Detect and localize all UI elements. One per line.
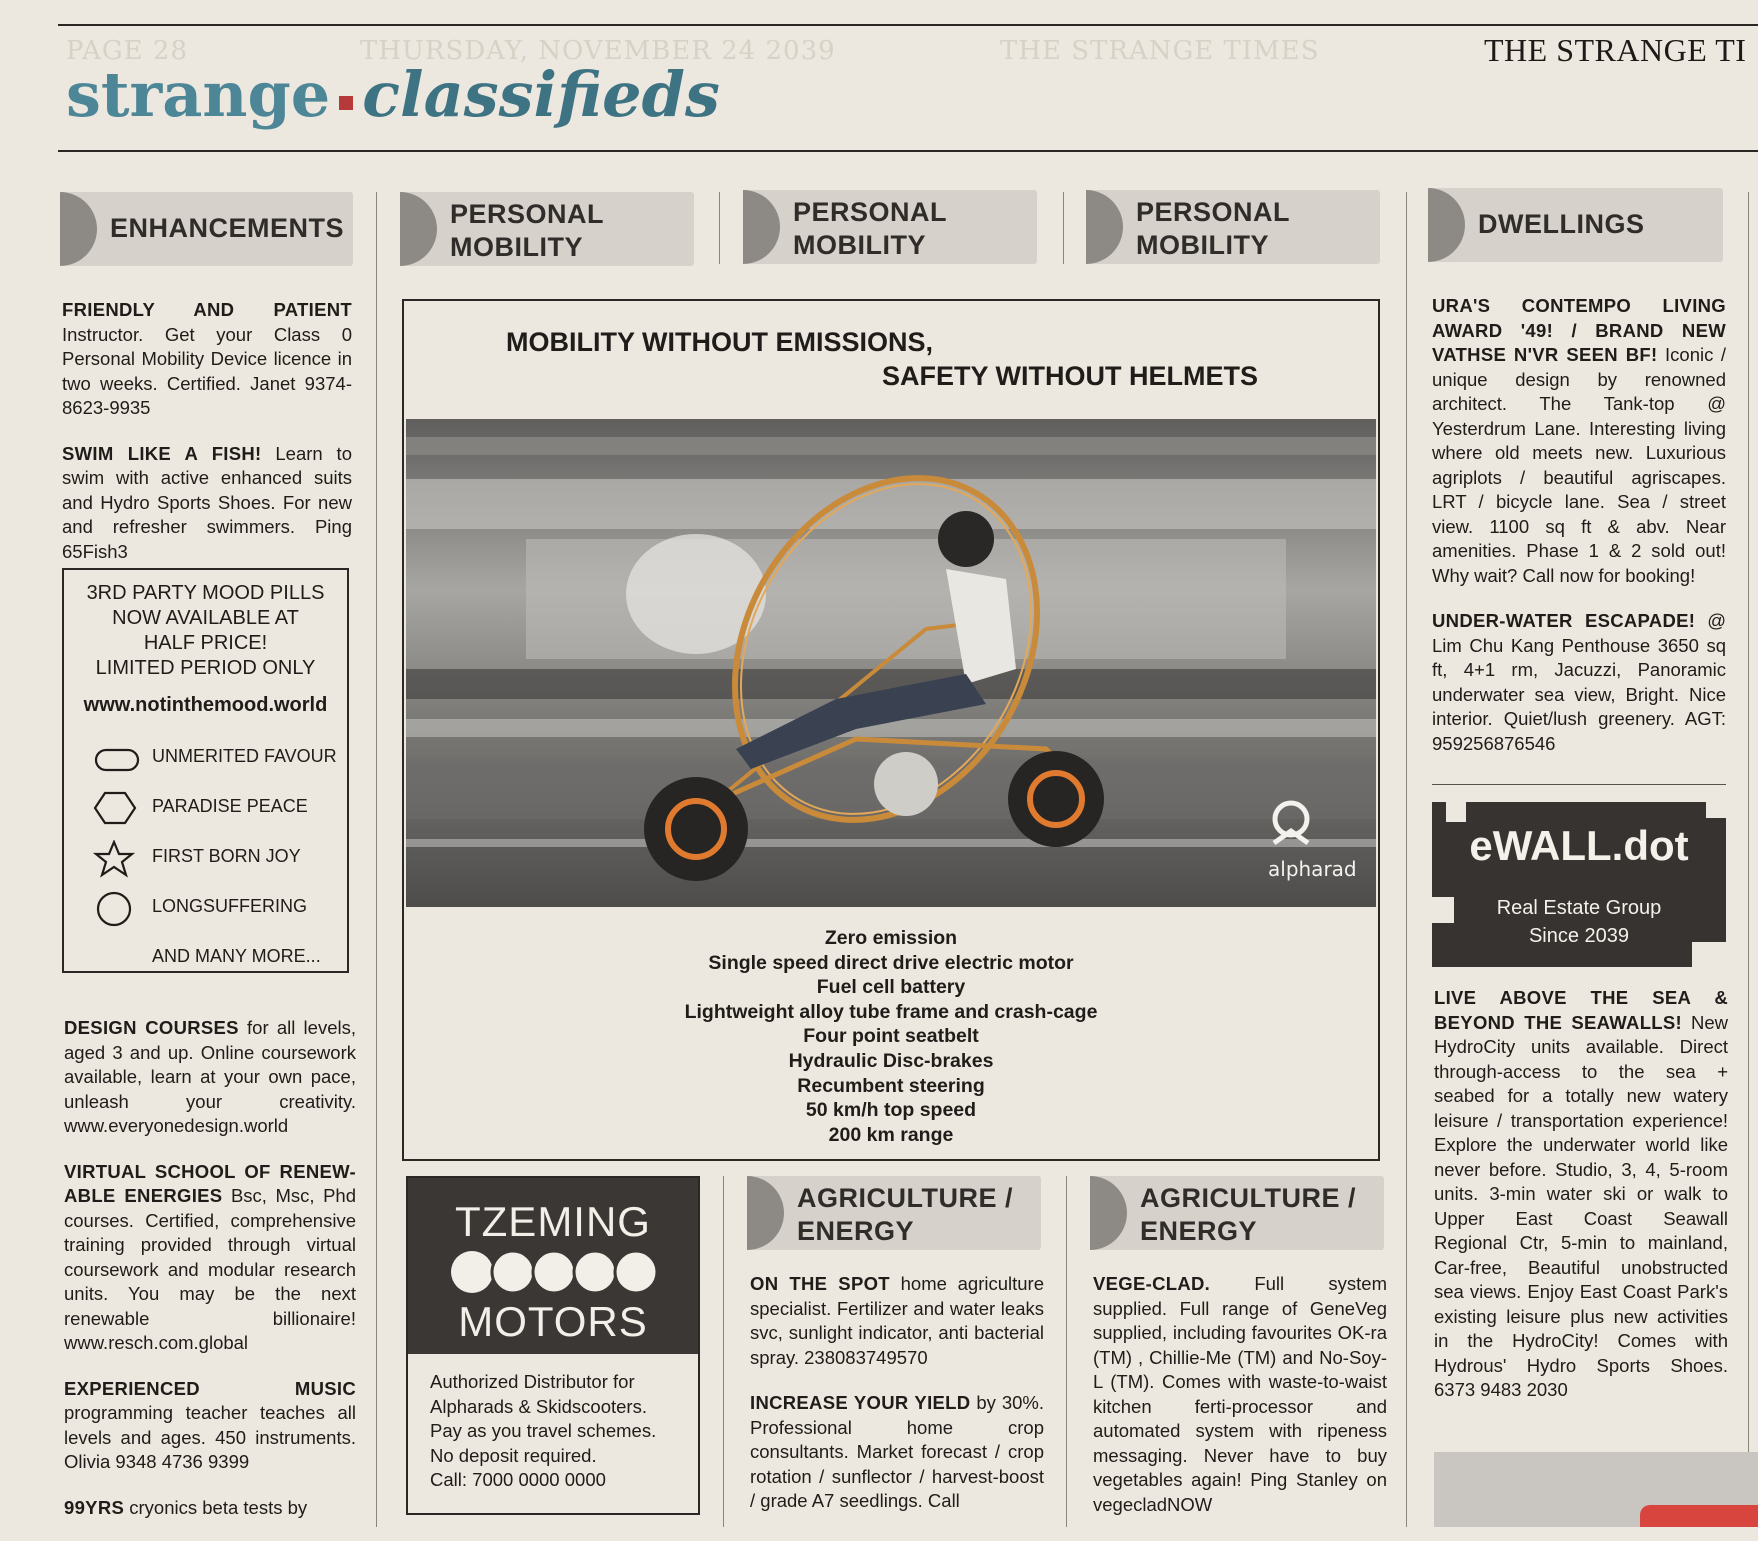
ad-lead: VIRTUAL SCHOOL OF RENEW-ABLE ENERGIES — [64, 1160, 356, 1206]
vehicle-photo — [406, 419, 1376, 907]
header-enhancements — [60, 192, 353, 266]
section-logo — [66, 58, 720, 131]
mood-item-label: PARADISE PEACE — [152, 796, 308, 816]
circle-icon — [92, 890, 142, 928]
classified-ad — [64, 1016, 356, 1139]
ad-body: programming teacher teaches all levels and ages. 450 instruments. Olivia 9348 4736 9399 — [64, 1402, 356, 1472]
column-divider — [1063, 192, 1064, 264]
header-label — [793, 196, 947, 262]
ad-lead: INCREASE YOUR YIELD — [750, 1392, 971, 1413]
column-divider — [1748, 192, 1749, 1527]
mood-item — [92, 790, 342, 826]
ad-body: Iconic / unique design by renowned architect. The Tank-top @ Yesterdrum Lane. Interesting living where old meets new. Luxurious agriplots / beautiful agriscapes. LRT / bicycle lane. Sea / street view. 1100 sq ft & abv. Near amenities. Phase 1 & 2 sold out! Why wait? Call now for booking! — [1432, 344, 1726, 586]
hexagon-icon — [92, 790, 142, 826]
newspaper-name: THE STRANGE TI — [1484, 32, 1747, 68]
feature-item: Four point seatbelt — [803, 1025, 979, 1048]
divider-line — [1432, 784, 1726, 785]
feature-item: Lightweight alloy tube frame and crash-cage — [684, 1000, 1098, 1023]
mood-heading-line: 3RD PARTY MOOD PILLS — [86, 582, 325, 604]
ad-body: Learn to swim with active enhanced suits and Hydro Sports Shoes. For new and refresher swimmers. Ping 65Fish3 — [62, 442, 352, 562]
header-label — [797, 1182, 1013, 1248]
ad-body: by 30%. Professional home crop consultants. Market forecast / crop rotation / sunflector / harvest-boost / grade A7 seedlings. Call — [750, 1392, 1044, 1511]
ad-body: Instructor. Get your Class 0 Personal Mobility Device licence in two weeks. Certified. Janet 9374-8623-9935 — [62, 323, 352, 418]
ewall-notch — [1706, 802, 1726, 818]
ad-lead: SWIM LIKE A FISH! — [62, 442, 262, 464]
column-agriculture-1 — [750, 1272, 1044, 1535]
classified-ad — [1093, 1272, 1387, 1517]
classified-ad — [750, 1272, 1044, 1370]
red-tab-shape — [1640, 1505, 1758, 1527]
mood-item-label: FIRST BORN JOY — [152, 846, 301, 866]
tzeming-body — [430, 1370, 690, 1493]
header-line-2: MOBILITY — [450, 232, 583, 262]
classified-ad — [62, 298, 352, 421]
header-label: ENHANCEMENTS — [110, 213, 345, 243]
ad-lead: LIVE ABOVE THE SEA & BEYOND THE SEAWALLS! — [1434, 987, 1728, 1033]
classified-ad — [1432, 294, 1726, 588]
mood-item — [92, 940, 342, 976]
ad-lead: FRIENDLY AND PATIENT — [62, 299, 352, 320]
half-circle-icon — [1086, 190, 1123, 264]
header-personal-mobility-3 — [1086, 190, 1380, 264]
classified-ad — [64, 1160, 356, 1356]
header-line-2: ENERGY — [1140, 1216, 1258, 1246]
classified-ad — [750, 1391, 1044, 1514]
date-label: THURSDAY, NOVEMBER 24 2039 — [360, 36, 836, 66]
ad-body: Bsc, Msc, Phd courses. Certified, comprehensive training provided through virtual coursework and modular research units. You may be the next renewable billionaire! www.resch.com.global — [64, 1185, 356, 1353]
column-divider — [1406, 192, 1407, 1527]
mood-item — [92, 740, 342, 776]
tzeming-logo-block — [408, 1178, 698, 1354]
mood-heading-line: HALF PRICE! — [143, 632, 268, 654]
tzeming-motors-ad — [406, 1176, 700, 1515]
header-line-2: ENERGY — [797, 1216, 915, 1246]
top-rule — [58, 24, 1758, 26]
half-circle-icon — [743, 190, 780, 264]
mood-item-label: UNMERITED FAVOUR — [152, 746, 337, 766]
header-personal-mobility-1 — [400, 192, 694, 266]
header-line-1: PERSONAL — [450, 199, 605, 229]
feature-item: Fuel cell battery — [816, 976, 966, 999]
tzeming-line: Pay as you travel schemes. — [430, 1420, 657, 1442]
ad-lead: URA'S CONTEMPO LIVING AWARD '49! / BRAND NEW VATHSE N'VR SEEN BF! — [1432, 295, 1726, 365]
ad-body: New HydroCity units available. Direct through-access to the sea + seabed for a totally new watery leisure / transportation experience! Explore the underwater world like never before. Studio, 3, 4, 5-room units. 3-min water ski or walk to Upper East Coast Seawall Regional Ctr, 5-min to mainland, Car-free, Beautiful unobstructed sea views. Enjoy East Coast Park's existing leisure plus new activities in the HydroCity! Comes with Hydrous' Hydro Sports Shoes. 6373 9483 2030 — [1434, 1011, 1728, 1400]
mood-url: www.notinthemood.world — [83, 694, 328, 716]
header-dwellings — [1428, 188, 1723, 262]
half-circle-icon — [60, 192, 97, 266]
ewall-dot-ad — [1432, 802, 1726, 967]
ewall-notch — [1446, 802, 1466, 822]
ad-headline-1: MOBILITY WITHOUT EMISSIONS, — [506, 327, 934, 357]
ewall-subtitle-line: Real Estate Group — [1496, 897, 1662, 919]
tzeming-line: No deposit required. — [430, 1444, 597, 1466]
alpharad-ad — [402, 299, 1380, 1161]
mood-item — [92, 890, 342, 926]
header-line-1: AGRICULTURE / — [797, 1183, 1013, 1213]
header-line-1: PERSONAL — [1136, 197, 1291, 227]
classified-ad — [64, 1496, 356, 1521]
feature-item: Hydraulic Disc-brakes — [788, 1049, 994, 1072]
half-circle-icon — [747, 1176, 784, 1250]
tzeming-name-top: TZEMING — [455, 1198, 651, 1245]
masthead-rule — [58, 150, 1758, 152]
ad-body: @ Lim Chu Kang Penthouse 3650 sq ft, 4+1 rm, Jacuzzi, Panoramic underwater sea view, Bright. Nice interior. Quiet/lush greenery. AGT: 959256876546 — [1432, 610, 1726, 754]
section-logo-word2: classifieds — [362, 58, 720, 131]
mood-item-label: LONGSUFFERING — [152, 896, 308, 916]
mood-heading-line: NOW AVAILABLE AT — [112, 607, 299, 629]
paper-ghost-name: THE STRANGE TIMES — [1000, 36, 1320, 66]
ad-body: for all levels, aged 3 and up. Online coursework available, learn at your own pace, unleash your creativity. www.everyonedesign.world — [64, 1017, 356, 1136]
column-dwellings-top — [1432, 294, 1726, 777]
column-enhancements-bottom — [64, 1016, 356, 1541]
header-agriculture-energy-1 — [747, 1176, 1041, 1250]
column-divider — [723, 1176, 724, 1527]
classified-ad — [62, 442, 352, 565]
header-line-1: PERSONAL — [793, 197, 948, 227]
tzeming-line: Call: 7000 0000 0000 — [430, 1469, 606, 1491]
ewall-name: eWALL.dot — [1469, 822, 1689, 869]
header-label — [1140, 1182, 1356, 1248]
tzeming-line: Authorized Distributor for — [430, 1371, 635, 1392]
pill-icon — [92, 740, 142, 776]
ad-lead: 99YRS — [64, 1496, 125, 1518]
classified-ad — [1434, 986, 1728, 1403]
ad-lead: UNDER-WATER ESCAPADE! — [1432, 610, 1696, 631]
mood-item — [92, 840, 342, 876]
section-logo-word1: strange — [66, 58, 331, 131]
ad-body: home agriculture specialist. Fertilizer and water leaks svc, sunlight indicator, anti bacterial spray. 238083749570 — [750, 1273, 1045, 1368]
header-agriculture-energy-2 — [1090, 1176, 1384, 1250]
column-divider — [719, 192, 720, 264]
header-label: DWELLINGS — [1478, 209, 1645, 239]
page-label: PAGE 28 — [66, 36, 188, 66]
header-line-2: MOBILITY — [1136, 230, 1269, 260]
feature-list — [404, 926, 1378, 1147]
column-agriculture-2 — [1093, 1272, 1387, 1538]
mood-pills-ad — [62, 568, 349, 973]
column-dwellings-bottom — [1434, 986, 1728, 1424]
column-divider — [376, 192, 377, 1527]
ad-lead: DESIGN COURSES — [64, 1017, 239, 1038]
tzeming-name-bottom: MOTORS — [458, 1298, 648, 1345]
mood-item-label: AND MANY MORE... — [152, 946, 321, 966]
classified-ad — [64, 1377, 356, 1475]
ad-lead: VEGE-CLAD. — [1093, 1273, 1211, 1294]
mood-heading — [64, 581, 347, 681]
tzeming-line: Alpharads & Skidscooters. — [430, 1395, 647, 1417]
alpharad-brand-label: alpharad — [1268, 857, 1357, 881]
ad-lead: EXPERIENCED MUSIC — [64, 1377, 356, 1399]
feature-item: 50 km/h top speed — [805, 1099, 977, 1122]
header-line-2: MOBILITY — [793, 230, 926, 260]
ewall-subtitle-line: Since 2039 — [1528, 925, 1630, 947]
feature-item: Recumbent steering — [797, 1074, 985, 1097]
logo-square-icon — [339, 96, 353, 110]
header-line-1: AGRICULTURE / — [1140, 1183, 1356, 1213]
ewall-subtitle — [1432, 894, 1726, 950]
five-rings-icon — [448, 1248, 662, 1296]
feature-item: 200 km range — [828, 1123, 954, 1146]
mood-heading-line: LIMITED PERIOD ONLY — [95, 657, 316, 679]
header-label — [1136, 196, 1290, 262]
feature-item: Zero emission — [824, 927, 958, 949]
half-circle-icon — [1090, 1176, 1127, 1250]
header-label — [450, 198, 604, 264]
header-personal-mobility-2 — [743, 190, 1037, 264]
star-icon — [92, 840, 142, 878]
column-divider — [1066, 1176, 1067, 1527]
feature-item: Single speed direct drive electric motor — [708, 951, 1074, 974]
vehicle-photo-illustration — [406, 419, 1376, 907]
ad-body: cryonics beta tests by — [129, 1496, 308, 1518]
classified-ad — [1432, 609, 1726, 756]
half-circle-icon — [1428, 188, 1465, 262]
half-circle-icon — [400, 192, 437, 266]
ad-lead: ON THE SPOT — [750, 1273, 890, 1294]
column-enhancements-top — [62, 298, 352, 585]
ad-headline-2: SAFETY WITHOUT HELMETS — [882, 361, 1258, 391]
ad-body: Full system supplied. Full range of GeneVeg supplied, including favourites OK-ra (TM) , Chillie-Me (TM) and No-Soy-L (TM). Comes with waste-to-waist kitchen ferti-processor and automated system with ripeness messaging. Never have to buy vegetables again! Ping Stanley on vegecladNOW — [1093, 1273, 1387, 1515]
